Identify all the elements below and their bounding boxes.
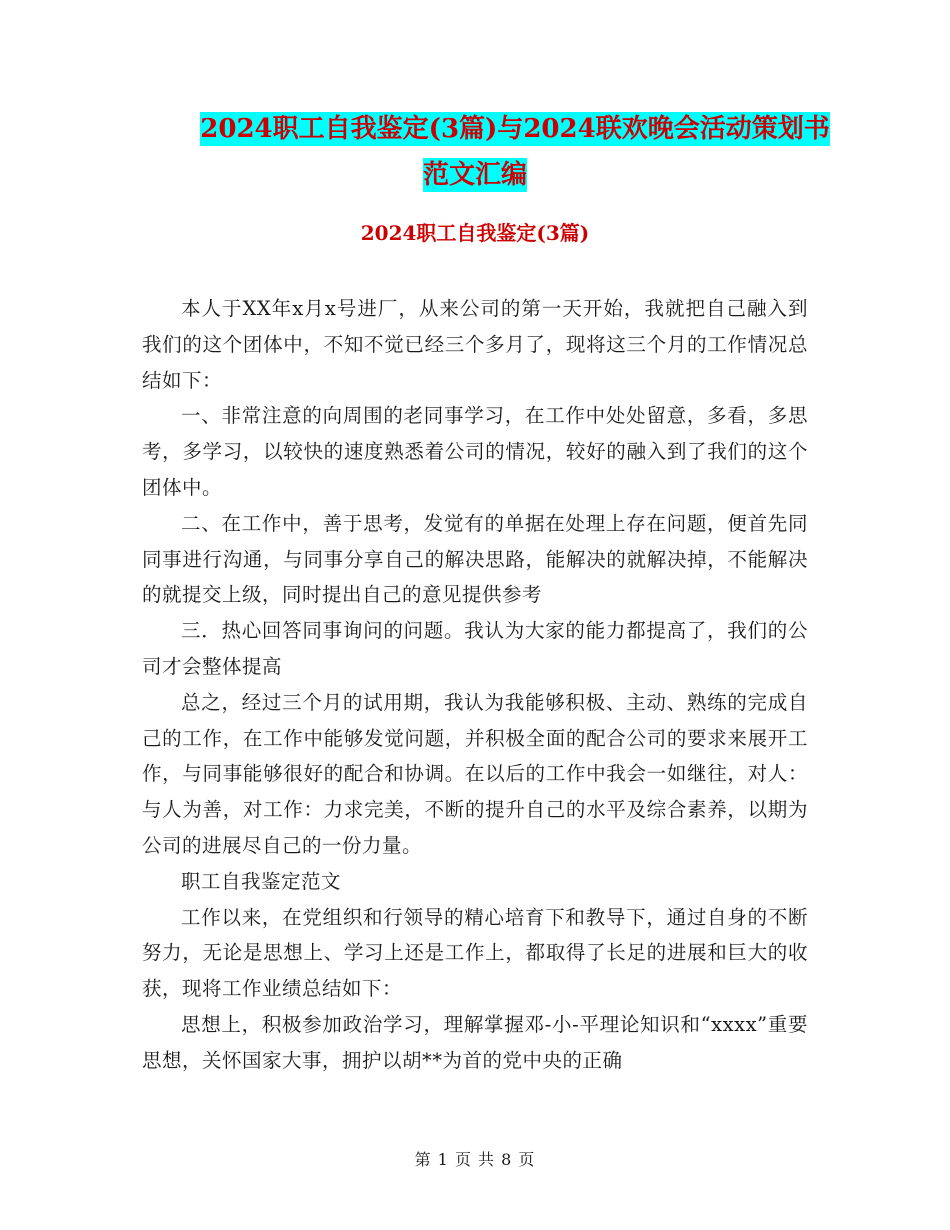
document-title-line-2	[0, 154, 950, 196]
page-footer: 第 1 页 共 8 页	[414, 1150, 536, 1169]
document-title-line-1	[40, 108, 950, 150]
subheading: 职工自我鉴定范文	[181, 869, 342, 893]
paragraph: 二、在工作中，善于思考，发觉有的单据在处理上存在问题，便首先同同事进行沟通，与同事分享自己的解决思路，能解决的就解决掉，不能解决的就提交上级，同时提出自己的意见提供参考	[142, 511, 808, 607]
section-title: 2024职工自我鉴定(3篇)	[360, 221, 590, 245]
title-highlight-1: 2024职工自我鉴定(3篇)与2024联欢晚会活动策划书	[200, 114, 830, 144]
paragraph: 思想上，积极参加政治学习，理解掌握邓-小-平理论知识和“xxxx”重要思想，关怀国家大事，拥护以胡**为首的党中央的正确	[142, 1012, 808, 1072]
title-highlight-2: 范文汇编	[422, 160, 527, 190]
document-body	[142, 291, 808, 1079]
paragraph: 工作以来，在党组织和行领导的精心培育下和教导下，通过自身的不断努力，无论是思想上、学习上还是工作上，都取得了长足的进展和巨大的收获，现将工作业绩总结如下：	[142, 905, 808, 1001]
paragraph: 总之，经过三个月的试用期，我认为我能够积极、主动、熟练的完成自己的工作，在工作中能够发觉问题，并积极全面的配合公司的要求来展开工作，与同事能够很好的配合和协调。在以后的工作中我会一如继往，对人：与人为善，对工作：力求完美，不断的提升自己的水平及综合素养，以期为公司的进展尽自己的一份力量。	[142, 690, 808, 857]
paragraph: 本人于XX年x月x号进厂，从来公司的第一天开始，我就把自己融入到我们的这个团体中，不知不觉已经三个多月了，现将这三个月的工作情况总结如下：	[142, 297, 808, 392]
paragraph: 一、非常注意的向周围的老同事学习，在工作中处处留意，多看，多思考，多学习，以较快的速度熟悉着公司的情况，较好的融入到了我们的这个团体中。	[142, 404, 808, 499]
paragraph: 三．热心回答同事询问的问题。我认为大家的能力都提高了，我们的公司才会整体提高	[142, 619, 808, 678]
